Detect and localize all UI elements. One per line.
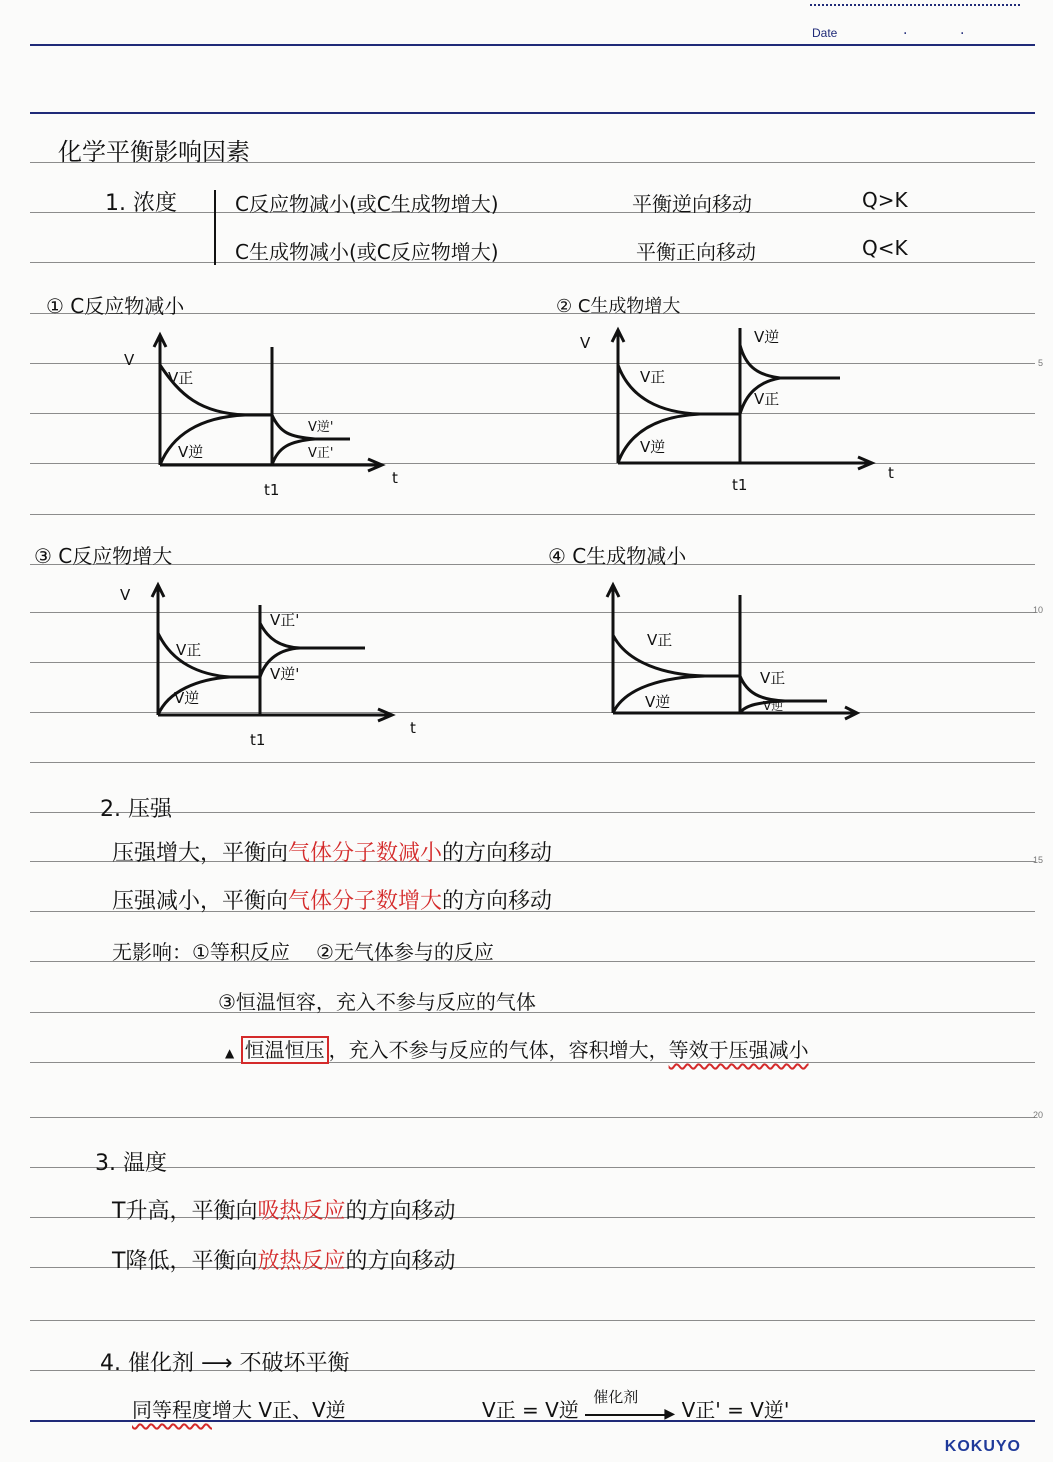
section1-heading: 1. 浓度 (105, 191, 177, 216)
graph3-t1-label: t1 (250, 731, 266, 749)
concentration-row-2-result: 平衡正向移动 (636, 240, 756, 264)
brace (214, 190, 226, 265)
date-separator: · (903, 26, 908, 42)
ruled-line (30, 812, 1035, 813)
temperature-decrease-line: T降低，平衡向放热反应的方向移动 (112, 1249, 456, 1274)
svg-text:V正': V正' (270, 611, 300, 629)
ruled-line (30, 212, 1035, 213)
graph4-caption: ④ C生成物减小 (548, 544, 687, 568)
header-rule (30, 44, 1035, 46)
svg-text:V正: V正 (168, 369, 194, 387)
graph3-x-axis-label: t (410, 719, 416, 737)
graph1-rate-time (110, 325, 430, 509)
svg-text:V逆: V逆 (645, 693, 671, 711)
svg-text:V逆: V逆 (754, 328, 780, 346)
header-dotted-line (810, 4, 1020, 6)
graph2-y-axis-label: V (580, 334, 591, 352)
arrow-icon: 催化剂 ▶ (585, 1402, 675, 1422)
graph1-t1-label: t1 (264, 481, 280, 499)
section3-heading: 3. 温度 (95, 1151, 167, 1176)
ruled-line (30, 564, 1035, 565)
section4-heading: 4. 催化剂 ⟶ 不破坏平衡 (100, 1351, 350, 1376)
svg-text:V逆: V逆 (763, 699, 784, 713)
svg-text:V正: V正 (754, 390, 780, 408)
graph4-rate-time (565, 575, 895, 759)
page-title: 化学平衡影响因素 (58, 138, 250, 166)
graph1-caption: ① C反应物减小 (46, 294, 185, 318)
graph3-rate-time (110, 575, 440, 759)
temperature-increase-line: T升高，平衡向吸热反应的方向移动 (112, 1199, 456, 1224)
pressure-decrease-line: 压强减小，平衡向气体分子数增大的方向移动 (112, 889, 553, 914)
date-label: Date (812, 26, 838, 40)
catalyst-effect-line: 同等程度增大 V正、V逆 (132, 1398, 346, 1422)
graph3-y-axis-label: V (120, 586, 131, 604)
concentration-row-1-result: 平衡逆向移动 (632, 192, 752, 216)
no-effect-line: 无影响：①等积反应 ②无气体参与的反应 (112, 940, 494, 964)
line-number: 20 (1032, 1110, 1043, 1120)
graph2-rate-time (570, 320, 910, 504)
svg-text:V逆': V逆' (270, 665, 300, 683)
svg-text:V正: V正 (760, 669, 786, 687)
constant-pressure-note: ▲ 恒温恒压 ，充入不参与反应的气体，容积增大，等效于压强减小 (225, 1038, 809, 1062)
ruled-line (30, 1320, 1035, 1321)
concentration-row-2-relation: Q<K (862, 236, 908, 260)
header-rule (30, 112, 1035, 114)
brand-logo: KOKUYO (944, 1438, 1021, 1455)
line-number: 5 (1037, 358, 1043, 368)
ruled-line (30, 262, 1035, 263)
ruled-line (30, 762, 1035, 763)
svg-text:V逆: V逆 (178, 443, 204, 461)
concentration-row-1-relation: Q>K (862, 188, 908, 212)
graph1-y-axis-label: V (124, 351, 135, 369)
graph3-caption: ③ C反应物增大 (34, 544, 173, 568)
ruled-line (30, 1117, 1035, 1118)
ruled-line (30, 1167, 1035, 1168)
wavy-underlined-term: 等效于压强减小 (668, 1038, 809, 1062)
concentration-row-1-condition: C反应物减小(或C生成物增大) (235, 192, 499, 216)
svg-text:V逆': V逆' (308, 420, 334, 435)
svg-text:V逆: V逆 (174, 689, 200, 707)
svg-text:V正: V正 (640, 368, 666, 386)
graph2-t1-label: t1 (732, 476, 748, 494)
graph1-x-axis-label: t (392, 469, 398, 487)
svg-text:V正: V正 (176, 641, 202, 659)
svg-text:V逆: V逆 (640, 438, 666, 456)
concentration-row-2-condition: C生成物减小(或C反应物增大) (235, 240, 499, 264)
svg-text:V正': V正' (308, 446, 334, 461)
no-effect-item-3: ③恒温恒容，充入不参与反应的气体 (218, 990, 536, 1014)
catalyst-equation: V正 = V逆 催化剂 ▶ V正' = V逆' (482, 1387, 790, 1422)
svg-text:V正: V正 (647, 631, 673, 649)
pressure-increase-line: 压强增大，平衡向气体分子数减小的方向移动 (112, 841, 553, 866)
section2-heading: 2. 压强 (100, 797, 172, 822)
ruled-line (30, 514, 1035, 515)
graph2-x-axis-label: t (888, 464, 894, 482)
date-separator: · (960, 26, 965, 42)
graph2-caption: ② C生成物增大 (556, 296, 681, 317)
line-number: 15 (1032, 855, 1043, 865)
line-number: 10 (1032, 605, 1043, 615)
boxed-term: 恒温恒压 (241, 1036, 329, 1064)
